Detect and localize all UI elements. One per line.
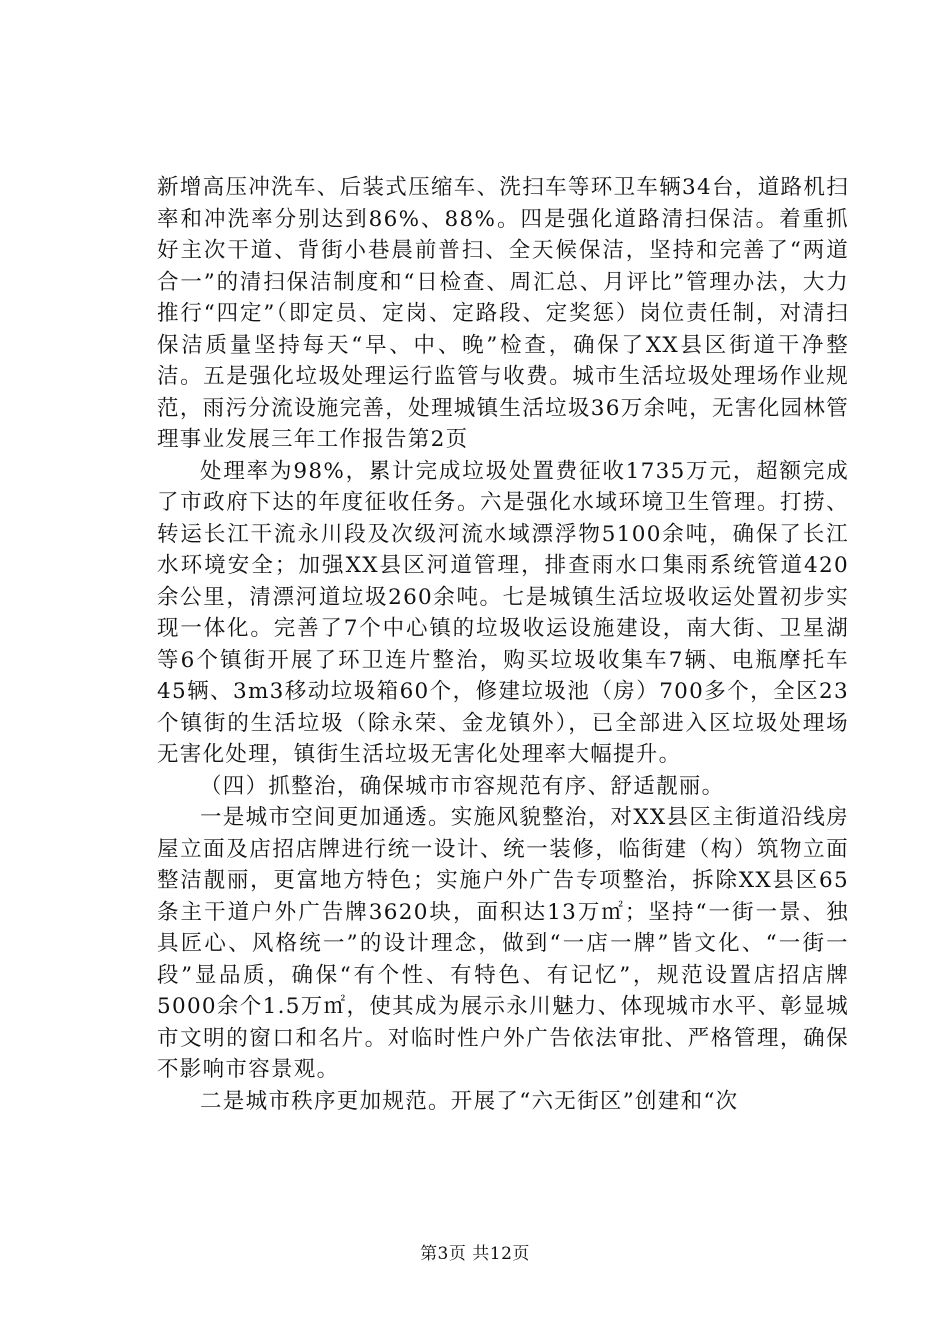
paragraph-continuation: 新增高压冲洗车、后装式压缩车、洗扫车等环卫车辆34台，道路机扫率和冲洗率分别达到86%、88%。四是强化道路清扫保洁。着重抓好主次干道、背街小巷晨前普扫、全天候保洁，坚持和完善了“两道合一”的清扫保洁制度和“日检查、周汇总、月评比”管理办法，大力推行“四定”（即定员、定岗、定路段、定奖惩）岗位责任制，对清扫保洁质量坚持每天“早、中、晚”检查，确保了XX县区街道干净整洁。五是强化垃圾处理运行监管与收费。城市生活垃圾处理场作业规范，雨污分流设施完善，处理城镇生活垃圾36万余吨，无害化园林管理事业发展三年工作报告第2页 [157, 175, 849, 452]
paragraph-urban-space: 一是城市空间更加通透。实施风貌整治，对XX县区主街道沿线房屋立面及店招店牌进行统一设计、统一装修，临街建（构）筑物立面整洁靓丽，更富地方特色；实施户外广告专项整治，拆除XX县区65条主干道户外广告牌3620块，面积达13万㎡；坚持“一街一景、独具匠心、风格统一”的设计理念，做到“一店一牌”皆文化、“一街一段”显品质，确保“有个性、有特色、有记忆”，规范设置店招店牌5000余个1.5万㎡，使其成为展示永川魅力、体现城市水平、彰显城市文明的窗口和名片。对临时性户外广告依法审批、严格管理，确保不影响市容景观。 [157, 805, 849, 1082]
section-heading-rectification: （四）抓整治，确保城市市容规范有序、舒适靓丽。 [200, 773, 725, 799]
paragraph-urban-order: 二是城市秩序更加规范。开展了“六无街区”创建和“次 [200, 1088, 739, 1114]
page-footer: 第3页 共12页 [420, 1244, 530, 1264]
document-body [157, 172, 849, 1117]
paragraph-waste-disposal: 处理率为98%，累计完成垃圾处置费征收1735万元，超额完成了市政府下达的年度征收任务。六是强化水域环境卫生管理。打捞、转运长江干流永川段及次级河流水域漂浮物5100余吨，确保了长江水环境安全；加强XX县区河道管理，排查雨水口集雨系统管道420余公里，清漂河道垃圾260余吨。七是城镇生活垃圾收运处置初步实现一体化。完善了7个中心镇的垃圾收运设施建设，南大街、卫星湖等6个镇街开展了环卫连片整治，购买垃圾收集车7辆、电瓶摩托车45辆、3m3移动垃圾箱60个，修建垃圾池（房）700多个，全区23个镇街的生活垃圾（除永荣、金龙镇外），已全部进入区垃圾处理场无害化处理，镇街生活垃圾无害化处理率大幅提升。 [157, 458, 849, 767]
